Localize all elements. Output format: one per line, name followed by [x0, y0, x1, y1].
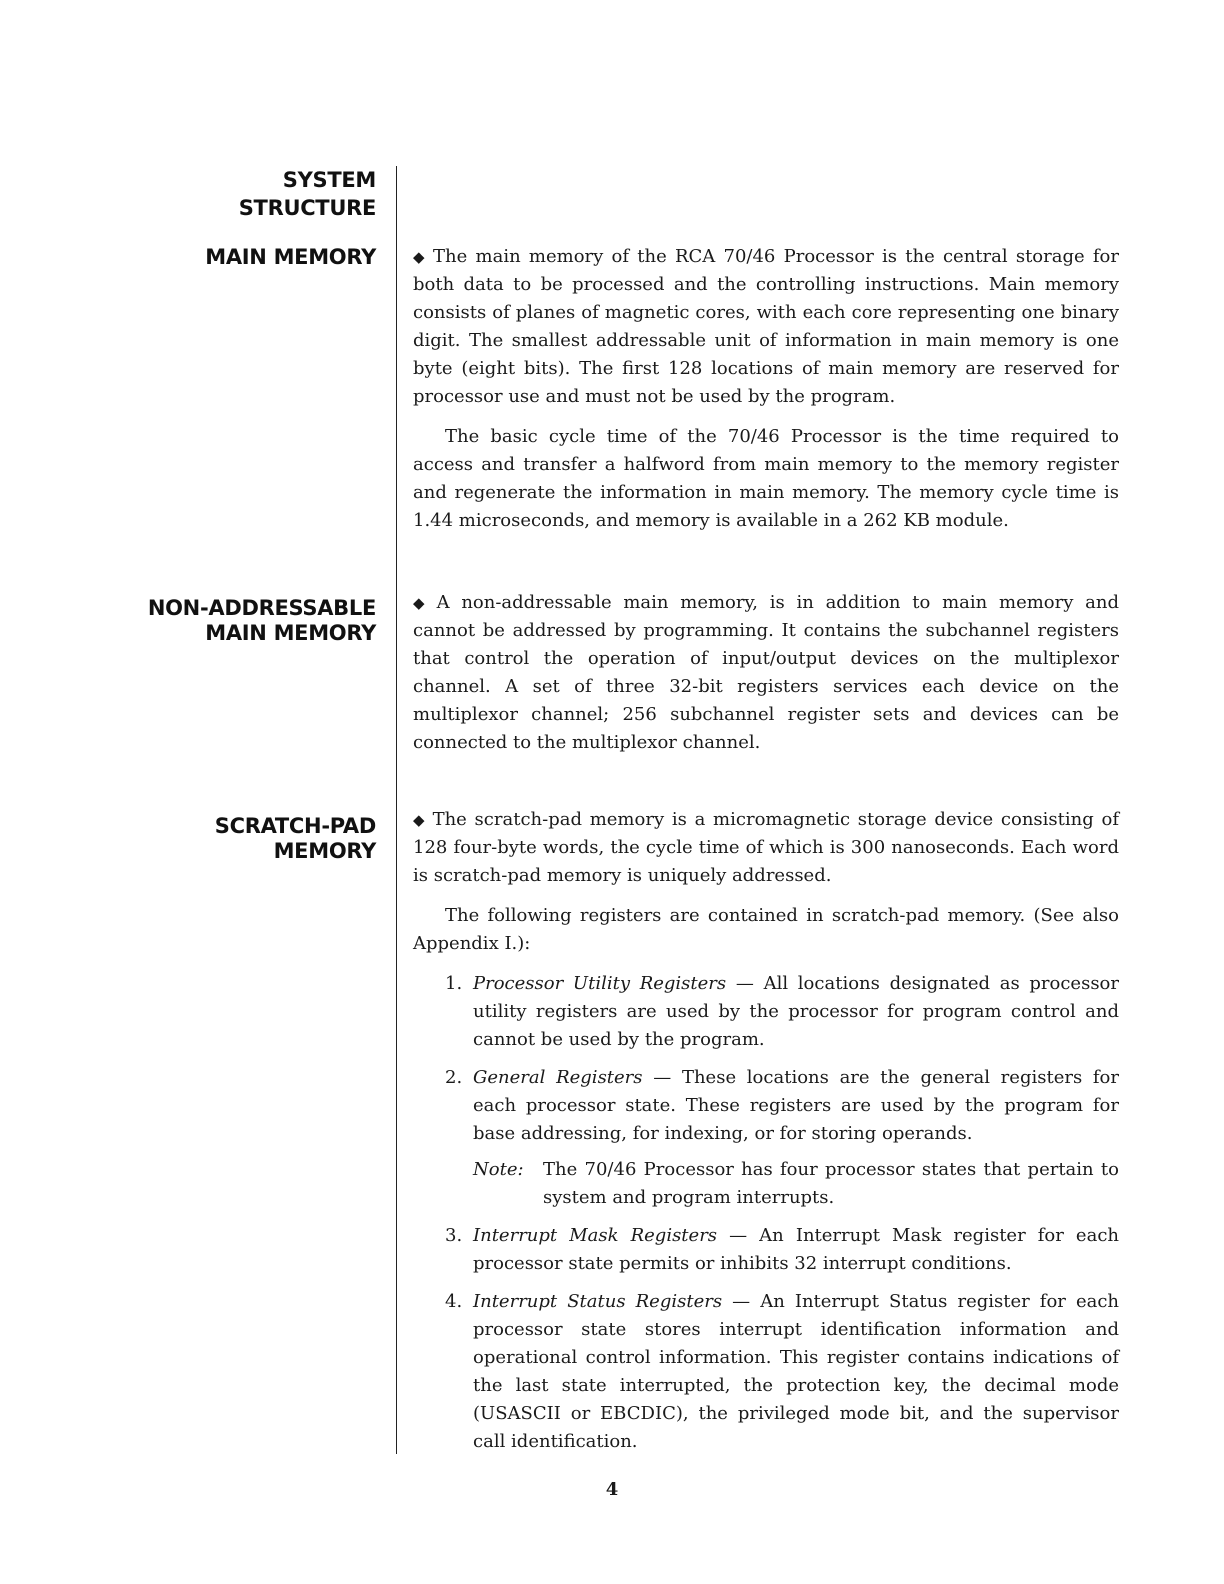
non-addressable-heading-line2: MAIN MEMORY — [205, 621, 376, 645]
list-item — [413, 1288, 1119, 1456]
list-item-term: General Registers — [473, 1067, 643, 1088]
diamond-bullet-icon: ◆ — [413, 248, 428, 266]
page-number: 4 — [605, 1479, 619, 1500]
non-addressable-section — [413, 589, 1119, 769]
list-item-number: 2. — [445, 1067, 463, 1088]
list-item-number: 4. — [445, 1291, 463, 1312]
main-memory-section — [413, 243, 1119, 547]
non-addressable-heading-line1: NON-ADDRESSABLE — [147, 596, 376, 620]
list-item-term: Interrupt Mask Registers — [473, 1225, 718, 1246]
scratch-pad-paragraph-2: The following registers are contained in scratch-pad memory. (See also Appendix I.): — [413, 905, 1119, 954]
register-list — [413, 970, 1119, 1456]
main-memory-heading-text: MAIN MEMORY — [205, 245, 376, 269]
list-item-text: — An Interrupt Mask register for each processor state permits or inhibits 32 interrupt conditions. — [473, 1225, 1119, 1274]
note-label: Note: — [473, 1159, 524, 1180]
note-text: The 70/46 Processor has four processor states that pertain to system and program interrupts. — [543, 1159, 1119, 1208]
scratch-pad-heading-line1: SCRATCH-PAD — [214, 814, 376, 838]
diamond-bullet-icon: ◆ — [413, 594, 431, 612]
non-addressable-heading — [148, 596, 376, 646]
note — [473, 1156, 1119, 1212]
main-memory-paragraph-1: ◆ The main memory of the RCA 70/46 Processor is the central storage for both data to be processed and the controlling instructions. Main memory consists of planes of magnetic cores, with each core representing one binary digit. The smallest addressable unit of information in main memory is one byte (eight bits). The first 128 locations of main memory are reserved for processor use and must not be used by the program. — [413, 246, 1119, 407]
list-item — [413, 970, 1119, 1054]
list-item-term: Processor Utility Registers — [473, 973, 727, 994]
scratch-pad-section — [413, 806, 1119, 1466]
list-item — [413, 1064, 1119, 1212]
non-addressable-paragraph-1: ◆ A non-addressable main memory, is in addition to main memory and cannot be addressed by programming. It contains the subchannel registers that control the operation of input/output devices on the multiplexor channel. A set of three 32-bit registers services each device on the multiplexor channel; 256 subchannel register sets and devices can be connected to the multiplexor channel. — [413, 592, 1119, 753]
diamond-bullet-icon: ◆ — [413, 811, 427, 829]
scratch-pad-heading — [215, 814, 376, 864]
scratch-pad-paragraph-1: ◆ The scratch-pad memory is a micromagnetic storage device consisting of 128 four-byte words, the cycle time of which is 300 nanoseconds. Each word is scratch-pad memory is uniquely addressed. — [413, 809, 1119, 886]
list-item — [413, 1222, 1119, 1278]
list-item-text: — These locations are the general registers for each processor state. These registers are used by the program for base addressing, for indexing, or for storing operands. — [473, 1067, 1119, 1144]
scratch-pad-heading-line2: MEMORY — [273, 839, 376, 863]
list-item-text: — An Interrupt Status register for each processor state stores interrupt identification information and operational control information. This register contains indications of the last state interrupted, the protection key, the decimal mode (USASCII or EBCDIC), the privileged mode bit, and the supervisor call identification. — [473, 1291, 1119, 1452]
list-item-number: 1. — [445, 973, 463, 994]
section-title-line2: STRUCTURE — [238, 196, 376, 220]
list-item-term: Interrupt Status Registers — [473, 1291, 723, 1312]
main-memory-heading — [205, 244, 376, 270]
section-title-line1: SYSTEM — [282, 168, 376, 192]
section-title — [239, 167, 376, 221]
list-item-text: — All locations designated as processor utility registers are used by the processor for program control and cannot be used by the program. — [473, 973, 1119, 1050]
main-memory-paragraph-2: The basic cycle time of the 70/46 Processor is the time required to access and transfer a halfword from main memory to the memory register and regenerate the information in main memory. The memory cycle time is 1.44 microseconds, and memory is available in a 262 KB module. — [413, 426, 1119, 531]
vertical-divider — [396, 166, 397, 1454]
list-item-number: 3. — [445, 1225, 463, 1246]
